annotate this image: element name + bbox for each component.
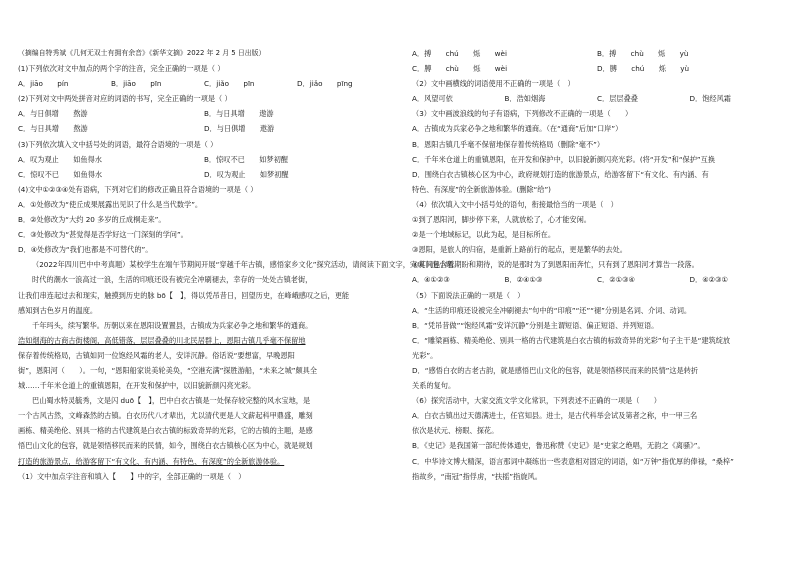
question-5-stem: （5）下面说法正确的一项是（ ） bbox=[412, 290, 525, 300]
question-2-options bbox=[412, 91, 782, 106]
option-c[interactable]: C．层层叠叠 bbox=[597, 94, 638, 104]
option-b[interactable]: B．浩如烟海 bbox=[504, 94, 546, 104]
question-1-options bbox=[18, 76, 390, 91]
option-d[interactable]: D．膊 chú 烁 yù bbox=[597, 64, 690, 74]
question-3-options-cd bbox=[18, 167, 390, 182]
question-3-stem: （3）文中画波浪线的句子有语病，下列修改不正确的一项是（ ） bbox=[412, 109, 633, 119]
reading-intro: （2022年四川巴中中考真题）某校学生在端午节期间开展“穿越千年古镇，感悟家乡文化”探究活动，请阅读下面文字，完成下面小题。 bbox=[32, 260, 461, 270]
option-a[interactable]: A．jiāo pín bbox=[18, 79, 69, 89]
paragraph-1-line: 让我们串连起过去和现实，触摸到历史的脉 bō【 】，得以凭吊昔日，回望历史，在峰峨感叹之后，更能 bbox=[18, 290, 350, 300]
option-d[interactable]: D．叹为观止 如梦初醒 bbox=[204, 169, 289, 179]
option-d-continued: 特色、有深度”的全新旅游体验。(删除“给”) bbox=[412, 184, 551, 194]
option-a[interactable]: A．“生活的印痕还设被完全冲刷褪去”句中的“印痕”“还”“褪”分别是名词、介词、动词。 bbox=[412, 305, 692, 315]
option-c[interactable]: C．②①③④ bbox=[597, 275, 635, 285]
option-d-continued: 关系的复句。 bbox=[412, 381, 456, 391]
question-2-options-ab bbox=[18, 106, 390, 121]
paragraph-2-line: 城……千年米仓道上的重镇恩阳，在开发和保护中，以旧貌新颜闪亮光彩。 bbox=[18, 381, 256, 391]
right-column bbox=[412, 46, 782, 484]
option-b[interactable]: B．搏 chù 烁 yù bbox=[597, 49, 689, 58]
question-2-stem: （2）文中画横线的词语使用不正确的一项是（ ） bbox=[412, 79, 575, 89]
option-a-continued: 依次是状元、榜眼、探花。 bbox=[412, 426, 499, 436]
question-6-stem: （6）探究活动中，大家交流文学文化常识，下列表述不正确的一项是（ ） bbox=[412, 396, 661, 406]
pinyin-options-ab bbox=[412, 46, 782, 61]
option-a[interactable]: A．叹为观止 如鱼得水 bbox=[18, 154, 102, 164]
option-d[interactable]: D．饱经风霜 bbox=[689, 94, 731, 104]
option-b[interactable]: B．与日具增 遨游 bbox=[204, 109, 274, 119]
option-c-continued: 光彩”。 bbox=[412, 350, 438, 360]
option-d[interactable]: D．④处修改为“我们也都是不可替代的”。 bbox=[18, 245, 153, 255]
question-2-stem: (2)下列对文中两处拼音对应的词语的书写，完全正确的一项是（ ） bbox=[18, 94, 232, 104]
question-4-stem: (4)文中①②③④处有语病，下列对它们的修改正确且符合语境的一项是（ ） bbox=[18, 184, 258, 194]
pinyin-options-cd bbox=[412, 61, 782, 76]
option-c[interactable]: C．jiǎo pīn bbox=[204, 79, 255, 89]
question-1-stem: (1)下列依次对文中加点的两个字的注音，完全正确的一项是（ ） bbox=[18, 64, 225, 74]
option-a[interactable]: A．古镇成为兵家必争之地和繁华的通商。（在“通商”后加“口岸”） bbox=[412, 124, 623, 134]
option-c[interactable]: C．中华诗文博大精深，语言那词中凝练出一些表意相对固定的词语，如“万钟”指优厚的俸禄，“桑梓” bbox=[412, 456, 734, 466]
option-b[interactable]: B．②④①③ bbox=[504, 275, 543, 285]
option-d[interactable]: D．④②③① bbox=[689, 275, 728, 285]
sentence-3: ③恩阳，是旅人的归宿，是重新上路前行的起点，更是繁华的去处。 bbox=[412, 245, 627, 255]
paragraph-1-line: 时代的潮水一浪高过一浪，生活的印痕还设有被完全冲刷褪去，幸存的一处处古镇老街， bbox=[32, 275, 313, 285]
option-d[interactable]: D．与日俱增 遨游 bbox=[204, 124, 275, 134]
option-a[interactable]: A．风望可依 bbox=[412, 94, 453, 104]
question-2-options-cd bbox=[18, 121, 390, 136]
option-b[interactable]: B．《史记》是我国第一部纪传体通史，鲁迅称赞《史记》是“史家之绝唱，无韵之《离骚》”。 bbox=[412, 441, 705, 451]
option-d[interactable]: D．“感悟白衣的古老古韵，就是感悟巴山文化的包容，就是领悟移民而来的民情”这是转折 bbox=[412, 365, 699, 375]
question-3-stem: (3)下列依次填入文中括号处的词语，最符合语境的一项是（ ） bbox=[18, 139, 218, 149]
option-c[interactable]: C．惊叹不已 如鱼得水 bbox=[18, 169, 103, 179]
option-b[interactable]: B．②处修改为“大约 20 多岁的丘成桐走来”。 bbox=[18, 215, 166, 225]
option-b[interactable]: B．惊叹不已 如梦初醒 bbox=[204, 154, 288, 164]
option-b[interactable]: B．恩阳古镇几乎毫不保留地保存着传统格局（删除“毫不”） bbox=[412, 139, 605, 149]
sentence-1: ①到了恩阳河，脚步停下来，人就放松了，心才能安闲。 bbox=[412, 215, 591, 225]
question-3-options-ab bbox=[18, 152, 390, 167]
option-d[interactable]: D．jiǎo pīng bbox=[297, 79, 353, 89]
option-d[interactable]: D．围绕白衣古镇核心区为中心，政府规划打造的旅游景点，给游客留下“有文化、有内涵、有 bbox=[412, 169, 709, 179]
paragraph-3-line: 画栋、精美绝伦、别具一格的古代建筑是白衣古镇的标致奇异的光彩，它的古镇的主题，是感 bbox=[18, 426, 313, 436]
question-4-options bbox=[412, 272, 782, 287]
option-c[interactable]: C．与日具增 熬游 bbox=[18, 124, 88, 134]
option-b[interactable]: B．“凭吊昔做”“饱经风霜”安详沉静”分别是主谓短语、偏正短语、并列短语。 bbox=[412, 320, 659, 330]
paragraph-3-line: 一个古风古然，文峰森然的古镇。白衣历代八才辈出，尤以清代更是人文薪起科甲鼎盛，雕刻 bbox=[18, 411, 313, 421]
option-c-continued: 指故乡，“南冠”指俘虏，“扶摇”指旋风。 bbox=[412, 471, 542, 481]
paragraph-2-line: 浩如烟海的古商古街楼阁，高低错落，层层叠叠的川北民居群上，恩阳古镇几乎毫不保留地 bbox=[18, 335, 306, 345]
question-last-stem: （1）文中加点字注音和填入【 】中的字，全部正确的一项是（ ） bbox=[18, 471, 246, 481]
option-a[interactable]: A．④①②③ bbox=[412, 275, 450, 285]
paragraph-2-line: 保存着传统格局，古镇如同一位饱经风霜的老人，安详沉静。俗话说“要想富，早晚恩阳 bbox=[18, 350, 295, 360]
question-4-stem: （4）依次填入文中小括号处的语句，衔接最恰当的一项是（ ） bbox=[412, 199, 618, 209]
option-c[interactable]: C．膊 chù 烁 wèi bbox=[412, 64, 508, 74]
paragraph-1-line: 感知到古色岁月的温度。 bbox=[18, 305, 98, 315]
paragraph-3-line: 悟巴山文化的包容，就是领悟移民而来的民情，如今，围绕白衣古镇核心区为中心，就是规划 bbox=[18, 441, 313, 451]
source-note: （摘编自特秀斌《几何无双士有拥有余音》《新华文摘》2022 年 2 月 5 日出版） bbox=[18, 49, 266, 57]
option-b[interactable]: B．jiāo pīn bbox=[111, 79, 162, 89]
option-c[interactable]: C．③处修改为“甚觉得是否学好这一门深刻的学问”。 bbox=[18, 230, 188, 240]
option-a[interactable]: A．搏 chú 烁 wèi bbox=[412, 49, 507, 58]
paragraph-3-line: 巴山蜀水特灵毓秀，文是闪 duō【 】，巴中白衣古镇是一处保存较完整的风水宝地，是 bbox=[32, 396, 311, 406]
option-a[interactable]: A．与日俱增 熬游 bbox=[18, 109, 88, 119]
option-c[interactable]: C．千年米仓道上的重镇恩阳，在开发和保护中，以旧貌新颜闪亮光彩。(将“开发”和“保护”互换 bbox=[412, 154, 716, 164]
option-a[interactable]: A．①处修改为“使丘成果展露出见识了什么是当代数学”。 bbox=[18, 199, 203, 209]
option-c[interactable]: C．“雕梁画栋、精美绝伦、别具一格的古代建筑是白衣古镇的标致奇异的光彩”句子主干是“建筑绽放 bbox=[412, 335, 731, 345]
paragraph-2-line: 街”，恩阳河（ ）。一句，“恩阳船家说美轮美奂，“空港充满”探胜游船，“未来之城”颇具全 bbox=[18, 365, 318, 375]
paragraph-3-line: 打造的旅游景点，给游客留下“有文化、有内涵、有特色、有深度”的全新旅游体验。 bbox=[18, 456, 285, 466]
sentence-2: ②是一个地域标记，以此为起，是目标所在。 bbox=[412, 230, 556, 240]
option-a[interactable]: A．白衣古镇出过天德满进士，任官知县。进士，是古代科举会试及第者之称，中一甲三名 bbox=[412, 411, 698, 421]
paragraph-2-line: 千年玛头，续写繁华。历朝以来在恩阳设置置县，古镇成为兵家必争之地和繁华的通商。 bbox=[32, 320, 313, 330]
sentence-4: ④其间包含着期盼和期待，说的是那时为了到恩阳而奔忙，只有到了恩阳河才算告一段落。 bbox=[412, 260, 699, 270]
